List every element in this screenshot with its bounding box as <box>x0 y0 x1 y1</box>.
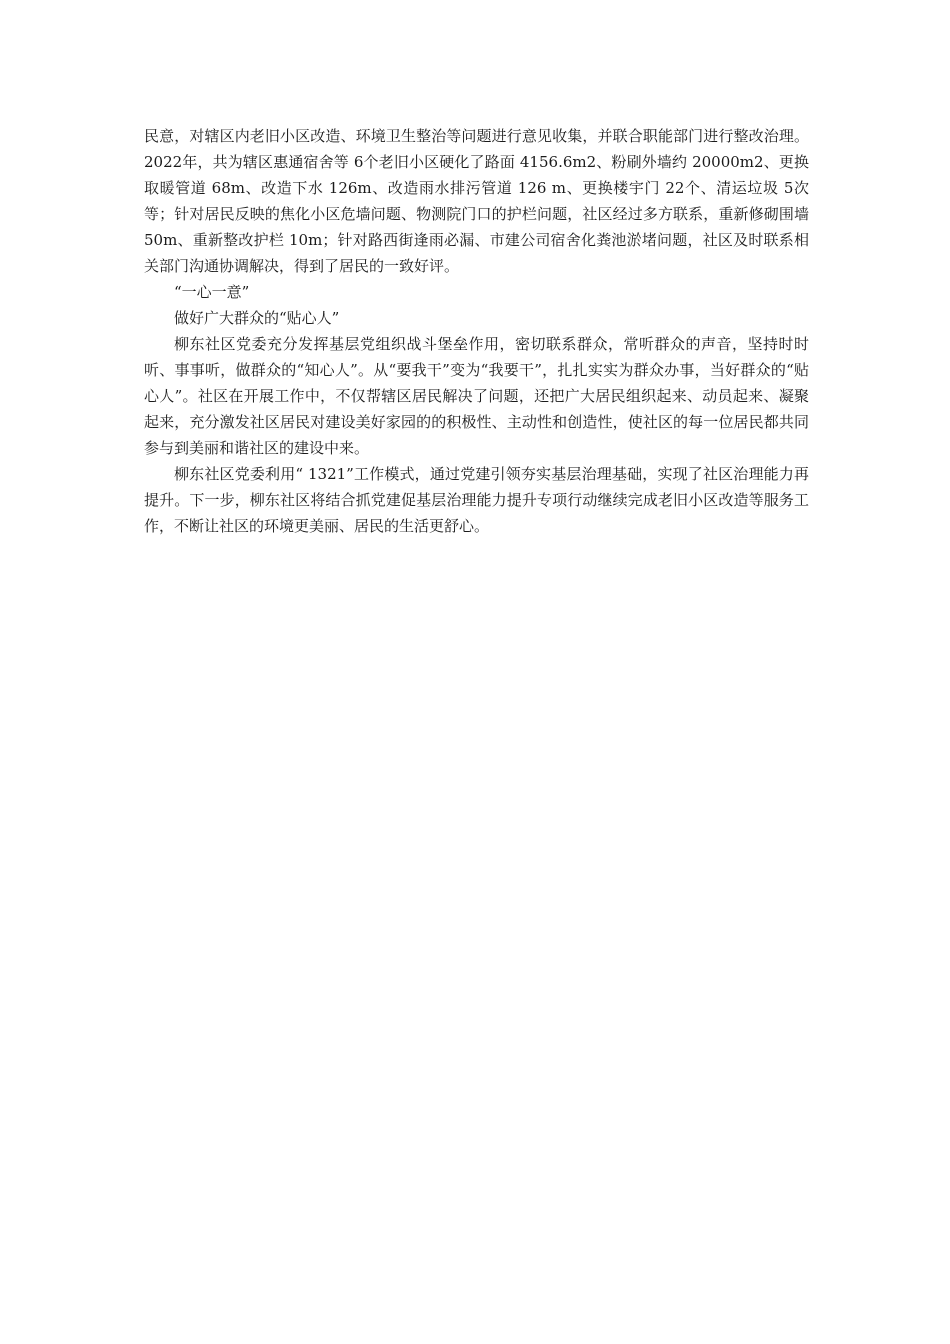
paragraph-work-mode: 柳东社区党委利用“ 1321”工作模式，通过党建引领夯实基层治理基础，实现了社区治理能力再提升。下一步，柳东社区将结合抓党建促基层治理能力提升专项行动继续完成老旧小区改造等服务工作，不断让社区的环境更美丽、居民的生活更舒心。 <box>144 465 809 535</box>
document-body <box>144 123 809 539</box>
section-subheading: 做好广大群众的“贴心人” <box>174 309 340 327</box>
paragraph-continued: 民意，对辖区内老旧小区改造、环境卫生整治等问题进行意见收集，并联合职能部门进行整改治理。 2022年，共为辖区惠通宿舍等 6个老旧小区硬化了路面 4156.6m2、粉刷外墙约 20000m2、更换取暖管道 68m、改造下水 126m、改造雨水排污管道 126 m、更换楼宇门 22个、清运垃圾 5次等；针对居民反映的焦化小区危墙问题、物测院门口的护栏问题，社区经过多方联系，重新修砌围墙 50m、重新整改护栏 10m；针对路西街逢雨必漏、市建公司宿舍化粪池淤堵问题，社区及时联系相关部门沟通协调解决，得到了居民的一致好评。 <box>144 127 809 275</box>
paragraph-party-committee: 柳东社区党委充分发挥基层党组织战斗堡垒作用，密切联系群众，常听群众的声音，坚持时时听、事事听，做群众的“知心人”。从“要我干”变为“我要干”，扎扎实实为群众办事，当好群众的“贴心人”。社区在开展工作中，不仅帮辖区居民解决了问题，还把广大居民组织起来、动员起来、凝聚起来，充分激发社区居民对建设美好家园的的积极性、主动性和创造性，使社区的每一位居民都共同参与到美丽和谐社区的建设中来。 <box>144 335 809 457</box>
section-heading: “一心一意” <box>174 283 250 301</box>
